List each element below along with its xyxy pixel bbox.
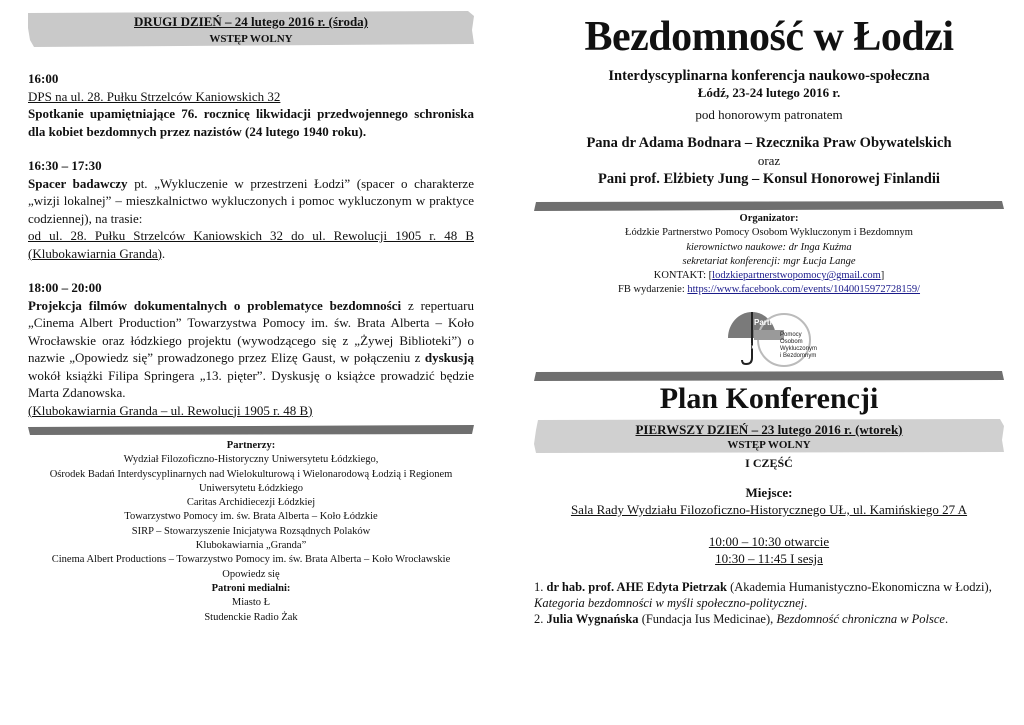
scientific-lead: kierownictwo naukowe: dr Inga Kuźma [686,241,852,253]
time-opening [534,534,1004,550]
event-1-place: DPS na ul. 28. Pułku Strzelców Kaniowskich 32 [28,88,281,104]
partner-item: Opowiedz się [222,568,280,580]
day2-heading: DRUGI DZIEŃ – 24 lutego 2016 r. (środa) [133,14,368,29]
day1-heading-band [534,418,1004,454]
organizer-name: Łódzkie Partnerstwo Pomocy Osobom Wykluczonym i Bezdomnym [625,227,913,239]
day2-heading-band [28,10,474,48]
contact-label: KONTAKT: [ [653,270,713,282]
contact-email-link[interactable]: lodzkiepartnerstwopomocy@gmail.com [712,270,881,282]
logo-word: Wykluczonym [780,345,817,352]
partner-item: Klubokawiarnia „Granda” [195,540,307,552]
day1-heading: PIERWSZY DZIEŃ – 23 lutego 2016 r. (wtorek) [635,421,903,437]
fb-label: FB wydarzenie: [617,284,688,296]
logo-word-left: Łódzkie [728,341,756,351]
fb-line [534,283,1004,297]
plan-title: Plan Konferencji [659,381,879,415]
talk-end: . [804,595,808,610]
event-1-desc: Spotkanie upamiętniające 76. rocznicę likwidacji przedwojennego schroniska dla kobiet bezdomnych przez nazistów (24 lutego 1940 roku). [28,106,474,139]
event-3-title: Projekcja filmów dokumentalnych o problematyce bezdomności [28,297,402,313]
event-3-place: (Klubokawiarnia Granda – ul. Rewolucji 1905 r. 48 B) [28,402,313,418]
date-place: Łódź, 23-24 lutego 2016 r. [697,85,841,100]
partner-item: Wydział Filozoficzno-Historyczny Uniwersytetu Łódzkiego, [123,454,379,466]
logo-word-top: Partnerstwo [754,317,801,327]
talk-end: . [944,611,949,626]
talk-speaker: dr hab. prof. AHE Edyta Pietrzak [546,579,727,594]
contact-end: ] [880,270,885,282]
part-label: I CZĘŚĆ [745,455,793,470]
logo-word: i Bezdomnym [780,352,817,359]
talk-affiliation: (Akademia Humanistyczno-Ekonomiczna w Łodzi), [726,579,992,594]
talk-speaker: Julia Wygnańska [546,611,639,626]
event-3-discussion: dyskusją [424,350,474,365]
media-item: Miasto Ł [231,597,271,609]
fb-event-link[interactable]: https://www.facebook.com/events/1040015972728159/ [687,284,921,296]
partner-item: SIRP – Stowarzyszenie Inicjatywa Rozsądnych Polaków [131,525,371,537]
main-title: Bezdomność w Łodzi [584,14,954,60]
patron-and: oraz [757,153,781,168]
right-column [534,10,1004,627]
talks-list [534,579,1004,627]
talk-item [534,611,1004,627]
logo-word: Pomocy [780,331,802,338]
talk-title: Bezdomność chroniczna w Polsce [776,611,945,626]
event-3 [28,279,474,419]
media-item: Studenckie Radio Żak [204,611,298,623]
talk-title: Kategoria bezdomności w myśli społeczno-politycznej [534,595,805,610]
partner-item: Cinema Albert Productions – Towarzystwo Pomocy im. św. Brata Alberta – Koło Wrocławskie [51,554,451,566]
organizer-title: Organizator: [739,213,799,224]
venue-title: Miejsce: [745,484,793,500]
time-session-text: 10:30 – 11:45 I sesja [715,550,823,566]
event-3-desc2: wokół książki Filipa Springera „13. pięter”. Dyskusję o książce prowadzić będzie Marta Zdanowska. [28,367,474,400]
divider-brush [534,370,1004,382]
partners-block [28,439,474,625]
day1-entry: WSTĘP WOLNY [727,438,811,451]
event-2 [28,157,474,262]
patronage-intro: pod honorowym patronatem [695,107,843,122]
talk-num: 1. [534,579,547,594]
event-2-title: Spacer badawczy [28,175,128,191]
divider-brush [28,424,474,436]
logo-word: Osobom [780,338,803,345]
talk-item [534,579,1004,611]
event-2-desc: pt. „Wykluczenie w przestrzeni Łodzi” (spacer o charakterze „wizji lokalnej” – mieszkalnictwo wykluczonych i pomoc wykluczonym w praktyce codziennej), na trasie: [28,175,474,226]
event-3-desc1: z repertuaru „Cinema Albert Production” Towarzystwa Pomocy im. św. Brata Alberta – Koło Wrocławskie oraz łódzkiego projektu (wywodzącego się z „Żywej Biblioteki”) o nazwie „Opowiedz się” prowadzonego przez Elizę Gaust, w połączeniu z [28,297,474,365]
event-2-route: od ul. 28. Pułku Strzelców Kaniowskich 32 do ul. Rewolucji 1905 r. 48 B (Klubokawiarnia Granda) [28,228,474,261]
talk-affiliation: (Fundacja Ius Medicinae), [638,611,777,626]
day2-entry: WSTĘP WOLNY [209,33,293,45]
event-2-time: 16:30 – 17:30 [28,158,102,173]
left-column [28,10,474,625]
partner-item: Towarzystwo Pomocy im. św. Brata Alberta – Koło Łódzkie [124,511,378,523]
divider-brush [534,200,1004,212]
event-2-route-end: . [161,245,166,261]
media-title: Patroni medialni: [211,582,291,594]
patron-1: Pana dr Adama Bodnara – Rzecznika Praw Obywatelskich [586,135,952,151]
logo-words-right [780,332,817,360]
subtitle: Interdyscyplinarna konferencja naukowo-społeczna [608,68,930,84]
partner-item: Caritas Archidiecezji Łódzkiej [186,497,316,509]
patron-2: Pani prof. Elżbiety Jung – Konsul Honorowej Finlandii [598,171,940,187]
venue: Sala Rady Wydziału Filozoficzno-Historycznego UŁ, ul. Kamińskiego 27 A [570,501,968,517]
event-1 [28,70,474,140]
partner-item: Ośrodek Badań Interdyscyplinarnych nad Wielokulturową i Wielonarodową Łodzią i Regionem Uniwersytetu Łódzkiego [49,468,453,494]
event-1-time: 16:00 [28,71,59,86]
organizer-block [534,212,1004,298]
time-session [534,551,1004,567]
time-opening-text: 10:00 – 10:30 otwarcie [708,533,830,549]
partnership-logo [714,306,824,368]
contact-line [534,269,1004,283]
secretary: sekretariat konferencji: mgr Łucja Lange [682,255,856,267]
partners-title: Partnerzy: [226,440,276,451]
talk-num: 2. [534,611,547,626]
event-3-time: 18:00 – 20:00 [28,280,102,295]
